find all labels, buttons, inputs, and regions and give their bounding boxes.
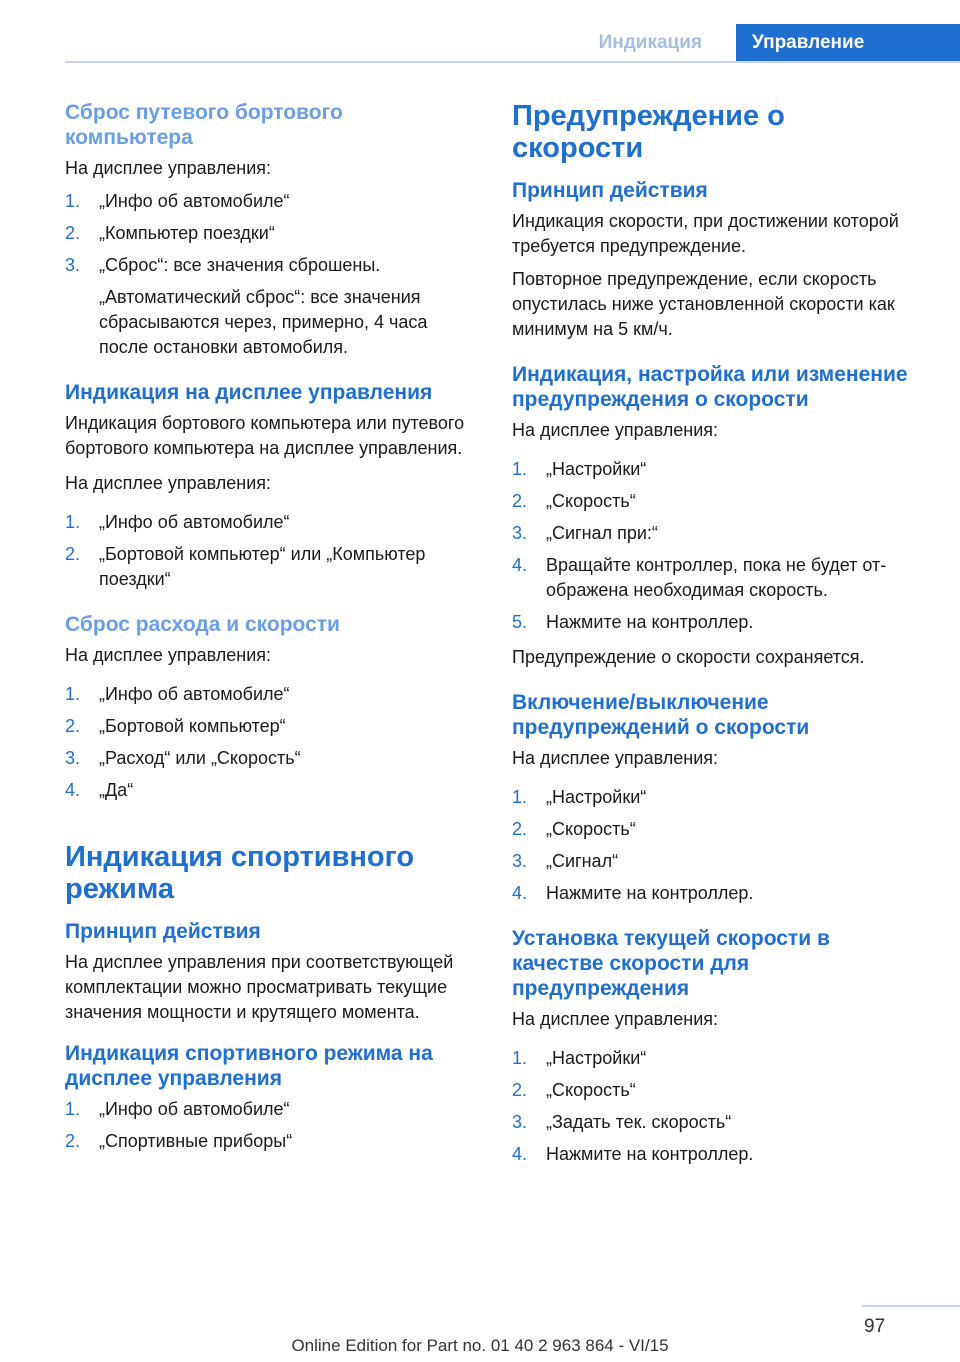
section-title: Сброс путевого бортового компьютера [65, 101, 343, 149]
list-item: 2. „Скорость“ [512, 819, 636, 839]
list-item: 3. „Расход“ или „Скорость“ [65, 748, 301, 768]
section-display-control [65, 380, 475, 592]
page-header [0, 24, 960, 62]
page-number: 97 [864, 1316, 886, 1337]
list-item: 1. „Настройки“ [512, 1048, 647, 1068]
outro-text: Предупреждение о скорости сохраняется. [512, 647, 865, 667]
list-item: 1. „Настройки“ [512, 787, 647, 807]
list-item: 3. „Сброс“: все значения сброшены. [65, 255, 381, 275]
list-item-note: „Автоматический сброс“: все значения сбрасываются через, примерно, 4 часа после остановки автомобиля. [99, 287, 428, 357]
steps-list [512, 785, 922, 906]
list-item: 1. „Инфо об автомобиле“ [65, 684, 290, 704]
subsection-title: Установка текущей скорости в качестве скорости для предупреждения [512, 927, 830, 1000]
list-item: 1. „Инфо об автомобиле“ [65, 1099, 290, 1119]
steps-list [65, 682, 475, 803]
list-item: 2. „Скорость“ [512, 491, 636, 511]
section-speed-warning-toggle [512, 690, 922, 906]
steps-list [65, 1097, 475, 1154]
subsection-title: Включение/выключение предупреждений о скорости [512, 691, 810, 739]
list-item: 4. Вращайте контроллер, пока не будет отображена необходимая скорость. [512, 555, 887, 600]
list-item: 2. „Скорость“ [512, 1080, 636, 1100]
list-item: 2. „Компьютер поездки“ [65, 223, 275, 243]
list-item: 1. „Инфо об автомобиле“ [65, 191, 290, 211]
list-item: 3. „Сигнал“ [512, 851, 619, 871]
body-text: Индикация скорости, при достижении которой требуется предупреждение. [512, 211, 899, 256]
steps-list [512, 457, 922, 635]
subsection-title: Индикация спортивного режима на дисплее управления [65, 1042, 433, 1090]
list-item: 4. Нажмите на контроллер. [512, 883, 754, 903]
tab-control[interactable]: Управление [736, 24, 960, 62]
list-item: 4. Нажмите на контроллер. [512, 1144, 754, 1164]
section-title: Предупреждение о скорости [512, 100, 785, 164]
body-text: На дисплее управления при соответствующей комплектации можно просматривать текущие значения мощности и крутящего момента. [65, 952, 454, 1022]
subsection-title: Индикация, настройка или изменение предупреждения о скорости [512, 363, 908, 411]
section-reset-consumption [65, 612, 475, 803]
header-divider [65, 61, 960, 63]
subsection-title: Принцип действия [65, 920, 261, 943]
list-item: 5. Нажмите на контроллер. [512, 612, 754, 632]
list-item: 4. „Да“ [65, 780, 134, 800]
subsection-title: Принцип действия [512, 179, 708, 202]
list-item: 3. „Задать тек. скорость“ [512, 1112, 732, 1132]
list-item: 2. „Бортовой компьютер“ или „Компьютер поездки“ [65, 544, 426, 589]
tab-indication[interactable]: Индикация [598, 32, 702, 53]
section-speed-warning [512, 100, 922, 342]
list-item: 2. „Бортовой компьютер“ [65, 716, 286, 736]
intro-text: На дисплее управления: [512, 748, 719, 768]
right-column [512, 100, 922, 1187]
steps-list [65, 189, 475, 360]
left-column [65, 100, 475, 1174]
body-text: Повторное предупреждение, если скорость опустилась ниже установленной скорости как минимум на 5 км/ч. [512, 269, 895, 339]
list-item: 3. „Сигнал при:“ [512, 523, 658, 543]
edition-footer: Online Edition for Part no. 01 40 2 963 864 - VI/15 [291, 1336, 669, 1355]
intro-text: На дисплее управления: [512, 1009, 719, 1029]
intro-text: На дисплее управления: [512, 420, 719, 440]
list-item: 1. „Настройки“ [512, 459, 647, 479]
steps-list [512, 1046, 922, 1167]
body-text: Индикация бортового компьютера или путевого бортового компьютера на дисплее управления. [65, 413, 465, 458]
intro-text: На дисплее управления: [65, 473, 272, 493]
footer-divider [862, 1305, 960, 1307]
steps-list [65, 510, 475, 592]
intro-text: На дисплее управления: [65, 645, 272, 665]
section-title: Сброс расхода и скорости [65, 613, 340, 636]
section-speed-warning-settings [512, 362, 922, 670]
section-title: Индикация на дисплее управления [65, 381, 433, 404]
list-item: 1. „Инфо об автомобиле“ [65, 512, 290, 532]
section-title: Индикация спортивного режима [65, 841, 415, 905]
section-reset-trip-computer [65, 100, 475, 360]
section-sport-display [65, 841, 475, 1154]
section-set-current-speed [512, 926, 922, 1167]
intro-text: На дисплее управления: [65, 158, 272, 178]
list-item: 2. „Спортивные приборы“ [65, 1131, 293, 1151]
